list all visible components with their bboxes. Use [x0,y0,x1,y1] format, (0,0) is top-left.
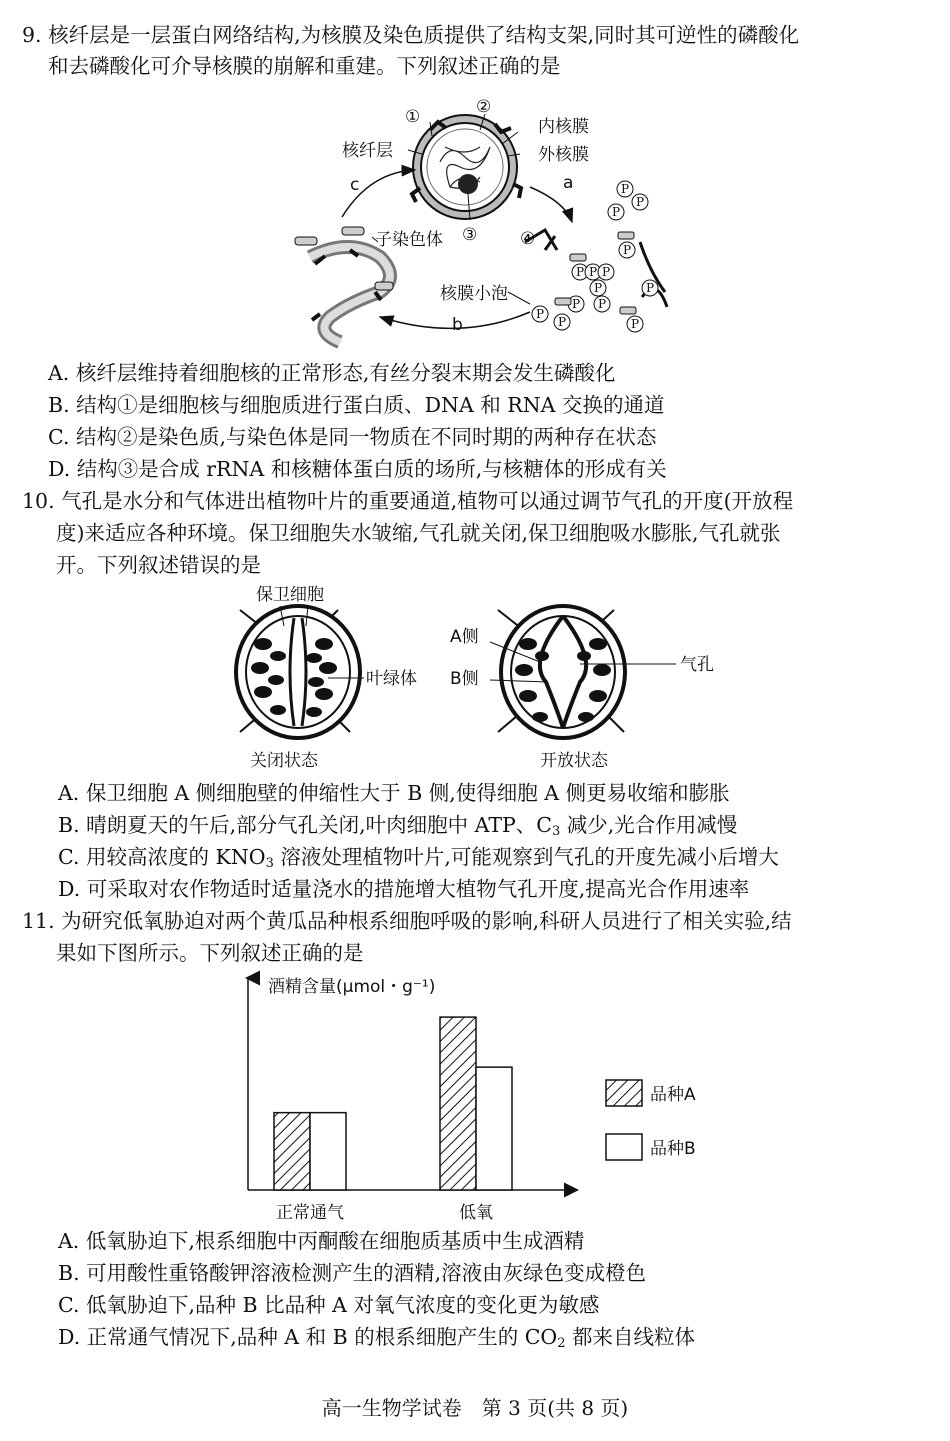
bar-variety-b-0 [310,1113,346,1190]
y-axis-label: 酒精含量(μmol・g⁻¹) [268,977,436,997]
bar-variety-a-1 [440,1017,476,1190]
label-vesicle: 核膜小泡 [440,284,508,304]
label-open: 开放状态 [540,751,608,771]
bar-variety-a-0 [274,1113,310,1190]
phosphate-mark: P [557,315,567,329]
phosphate-mark: P [597,297,607,311]
label-stoma: 气孔 [680,655,714,675]
q10-stem-line2: 度)来适应各种环境。保卫细胞失水皱缩,气孔就关闭,保卫细胞吸水膨胀,气孔就张 [56,521,781,545]
q11-bar-chart [230,968,730,1228]
label-3: ③ [462,225,478,245]
q11-option-c: C. 低氧胁迫下,品种 B 比品种 A 对氧气浓度的变化更为敏感 [58,1293,600,1317]
legend-label: 品种A [650,1085,696,1105]
q9-option-a: A. 核纤层维持着细胞核的正常形态,有丝分裂末期会发生磷酸化 [48,361,616,385]
q10-option-c-text-end: 溶液处理植物叶片,可能观察到气孔的开度先减小后增大 [273,845,779,869]
phosphate-mark: P [593,281,603,295]
q9-option-c: C. 结构②是染色质,与染色体是同一物质在不同时期的两种存在状态 [48,425,657,449]
phosphate-mark: P [622,243,632,257]
arrow-b-label: b [452,315,463,335]
chart-legend [606,1080,696,1160]
q11-option-d-subscript: 2 [557,1336,566,1351]
q10-stem-line3: 开。下列叙述错误的是 [56,553,261,577]
q9-option-b: B. 结构①是细胞核与细胞质进行蛋白质、DNA 和 RNA 交换的通道 [48,393,665,417]
bar-group [274,1017,512,1190]
phosphate-mark: P [588,265,598,279]
page-footer: 高一生物学试卷 第 3 页(共 8 页) [321,1396,629,1420]
q10-option-b-subscript: 3 [551,824,561,839]
q10-option-a: A. 保卫细胞 A 侧细胞壁的伸缩性大于 B 侧,使得细胞 A 侧更易收缩和膨胀 [58,781,730,805]
q11-option-b: B. 可用酸性重铬酸钾溶液检测产生的酒精,溶液由灰绿色变成橙色 [58,1261,647,1285]
x-tick-label: 正常通气 [276,1203,344,1223]
legend-swatch [606,1134,642,1160]
phosphate-mark: P [601,265,611,279]
closed-stoma-drawing [236,606,364,738]
q9-option-d: D. 结构③是合成 rRNA 和核糖体蛋白质的场所,与核糖体的形成有关 [48,457,667,481]
phosphate-mark: P [611,205,621,219]
q11-option-d-text-end: 都来自线粒体 [565,1325,696,1349]
q10-option-c-text: C. 用较高浓度的 KNO [58,845,266,869]
label-daughter-chromosome: 子染色体 [375,230,443,250]
arrow-a-label: a [563,173,574,193]
phosphate-mark: P [645,281,655,295]
q11-stem-line2: 果如下图所示。下列叙述正确的是 [56,941,364,965]
q9-stem-line2: 和去磷酸化可介导核膜的崩解和重建。下列叙述正确的是 [48,54,561,78]
legend-label: 品种B [650,1139,696,1159]
x-tick-labels [276,1203,493,1223]
q10-stem-line1: 10. 气孔是水分和气体进出植物叶片的重要通道,植物可以通过调节气孔的开度(开放程 [22,489,794,513]
label-1: ① [405,107,421,127]
phosphate-mark: P [620,182,630,196]
nucleus-drawing [412,115,521,219]
label-guard-cell: 保卫细胞 [256,585,324,605]
label-4: ④ [520,229,536,249]
label-side-a: A侧 [450,627,479,647]
arrow-c-label: c [350,175,360,195]
label-side-b: B侧 [450,669,479,689]
label-closed: 关闭状态 [250,751,318,771]
q10-stoma-figure [228,582,748,778]
bar-variety-b-1 [476,1067,512,1190]
q10-option-b-text: B. 晴朗夏天的午后,部分气孔关闭,叶肉细胞中 ATP、C [58,813,552,837]
q9-nucleus-figure [280,92,700,350]
label-2: ② [476,97,492,117]
phosphate-mark: P [630,317,640,331]
q10-option-d: D. 可采取对农作物适时适量浇水的措施增大植物气孔开度,提高光合作用速率 [58,877,750,901]
q10-option-c-subscript: 3 [265,856,274,871]
q10-option-b-text-end: 减少,光合作用减慢 [560,813,738,837]
q9-stem-line1: 9. 核纤层是一层蛋白网络结构,为核膜及染色质提供了结构支架,同时其可逆性的磷酸化 [22,23,800,47]
open-stoma-drawing [490,606,676,738]
q11-option-d-text: D. 正常通气情况下,品种 A 和 B 的根系细胞产生的 CO [58,1325,558,1349]
label-nuclear-lamina: 核纤层 [342,141,393,161]
q11-stem-line1: 11. 为研究低氧胁迫对两个黄瓜品种根系细胞呼吸的影响,科研人员进行了相关实验,结 [22,909,792,933]
label-inner-membrane: 内核膜 [538,117,589,137]
label-outer-membrane: 外核膜 [538,145,589,165]
phosphate-mark: P [535,307,545,321]
q11-option-a: A. 低氧胁迫下,根系细胞中丙酮酸在细胞质基质中生成酒精 [58,1229,585,1253]
phosphate-mark: P [635,195,645,209]
phosphate-mark: P [571,297,581,311]
q11-option-d [58,1322,695,1359]
phosphate-mark: P [575,265,585,279]
legend-swatch [606,1080,642,1106]
phospho-vesicles-drawing [525,181,667,332]
x-tick-label: 低氧 [459,1203,493,1223]
label-chloroplast: 叶绿体 [366,669,417,689]
